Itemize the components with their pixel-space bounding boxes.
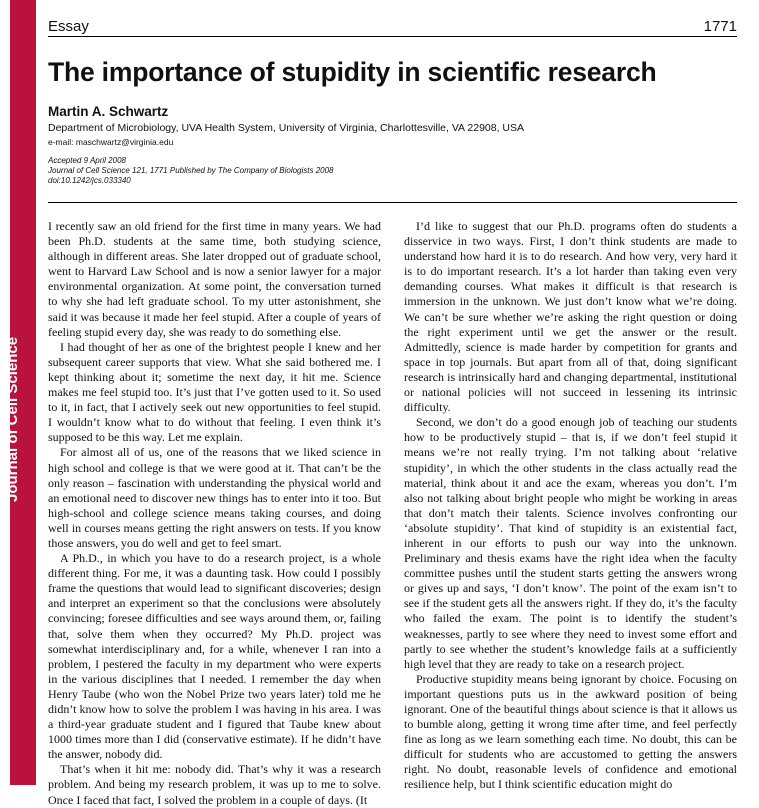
- running-header: [48, 14, 737, 38]
- author-email: e-mail: maschwartz@virginia.edu: [48, 137, 174, 147]
- body-paragraph: That’s when it hit me: nobody did. That’s why it was a research problem. And being my research problem, it was up to me to solve. Once I faced that fact, I solved the problem in a couple of days. (It: [48, 762, 381, 807]
- accepted-date: Accepted 9 April 2008: [48, 156, 126, 165]
- body-paragraph: A Ph.D., in which you have to do a research project, is a whole different thing. For me, it was a daunting task. How could I possibly frame the questions that would lead to significant discoveries; design and interpret an experiment so that the conclusions were absolutely convincing; foresee difficulties and see ways around them, or, failing that, solve them when they occurred? My Ph.D. project was somewhat interdisciplinary and, for a while, whenever I ran into a problem, I pestered the faculty in my department who were experts in the various disciplines that I needed. I remember the day when Henry Taube (who won the Nobel Prize two years later) told me he didn’t know how to solve the problem I was having in his area. I was a third-year graduate student and I figured that Taube knew about 1000 times more than I did (conservative estimate). If he didn’t have the answer, nobody did.: [48, 551, 381, 762]
- journal-name: Journal of Cell Science: [4, 336, 21, 502]
- body-paragraph: Second, we don’t do a good enough job of teaching our students how to be productively stupid – that is, if we don’t feel stupid it means we’re not really trying. I’m not talking about ‘relative stupidity’, in which the other students in the class actually read the material, think about it and ace the exam, whereas you don’t. I’m also not talking about bright people who might be working in areas that don’t match their talents. Science involves confronting our ‘absolute stupidity’. That kind of stupidity is an existential fact, inherent in our efforts to push our way into the unknown. Preliminary and thesis exams have the right idea when the faculty committee pushes until the student starts getting the answers wrong or gives up and says, ‘I don’t know’. The point of the exam isn’t to see if the student gets all the answers right. If they do, it’s the faculty who failed the exam. The point is to identify the student’s weaknesses, partly to see where they need to invest some effort and partly to see whether the student’s knowledge fails at a sufficiently high level that they are ready to take on a research project.: [404, 415, 737, 671]
- body-column-left: [48, 219, 381, 808]
- doi-line: doi:10.1242/jcs.033340: [48, 176, 131, 185]
- meta-rule: [48, 202, 737, 203]
- author-name: Martin A. Schwartz: [48, 104, 169, 119]
- body-paragraph: I’d like to suggest that our Ph.D. programs often do students a disservice in two ways. First, I don’t think students are made to understand how hard it is to do research. And how very, very hard it is to do important research. It’s a lot harder than taking even very demanding courses. What makes it difficult is that research is immersion in the unknown. We just don’t know what we’re doing. We can’t be sure whether we’re asking the right question or doing the right experiment until we get the answer or the result. Admittedly, science is made harder by competition for grants and space in top journals. But apart from all of that, doing significant research is intrinsically hard and changing departmental, institutional or national policies will not succeed in lessening its intrinsic difficulty.: [404, 219, 737, 415]
- author-affiliation: Department of Microbiology, UVA Health System, University of Virginia, Charlottesville, VA 22908, USA: [48, 122, 525, 134]
- section-label: Essay: [48, 18, 89, 35]
- article-title: The importance of stupidity in scientific research: [48, 57, 657, 87]
- body-paragraph: Productive stupidity means being ignorant by choice. Focusing on important questions puts us in the awkward position of being ignorant. One of the beautiful things about science is that it allows us to bumble along, getting it wrong time after time, and feel perfectly fine as long as we learn something each time. No doubt, this can be difficult for students who are accustomed to getting the answers right. No doubt, reasonable levels of confidence and emotional resilience help, but I think scientific education might do: [404, 671, 737, 792]
- body-paragraph: For almost all of us, one of the reasons that we liked science in high school and college is that we were good at it. That can’t be the only reason – fascination with understanding the physical world and an emotional need to discover new things has to enter into it too. But high-school and college science means taking courses, and doing well in courses means getting the right answers on tests. If you know those answers, you do well and get to feel smart.: [48, 445, 381, 550]
- citation-line: Journal of Cell Science 121, 1771 Published by The Company of Biologists 2008: [48, 166, 334, 175]
- article-meta: [48, 156, 648, 186]
- body-paragraph: I recently saw an old friend for the first time in many years. We had been Ph.D. students at the same time, both studying science, although in different areas. She later dropped out of graduate school, went to Harvard Law School and is now a senior lawyer for a major environmental organization. At some point, the conversation turned to why she had left graduate school. To my utter astonishment, she said it was because it made her feel stupid. After a couple of years of feeling stupid every day, she was ready to do something else.: [48, 219, 381, 339]
- header-rule: [48, 36, 737, 37]
- body-paragraph: I had thought of her as one of the brightest people I knew and her subsequent career supports that view. What she said bothered me. I kept thinking about it; sometime the next day, it hit me. Science makes me feel stupid too. It’s just that I’ve gotten used to it. So used to it, in fact, that I actively seek out new opportunities to feel stupid. I wouldn’t know what to do without that feeling. I even think it’s supposed to be this way. Let me explain.: [48, 339, 381, 445]
- page-number: 1771: [703, 18, 737, 35]
- body-column-right: [404, 219, 737, 793]
